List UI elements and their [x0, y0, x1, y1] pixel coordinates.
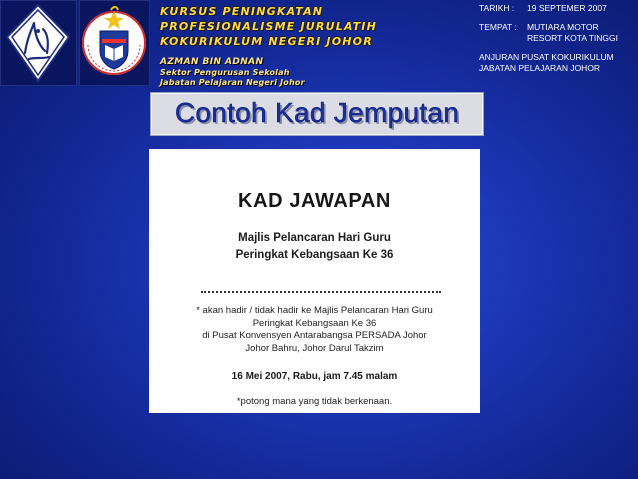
course-title-line-1: KURSUS PENINGKATAN	[160, 5, 324, 18]
ministry-crest-logo	[0, 0, 77, 86]
card-date: 16 Mei 2007, Rabu, jam 7.45 malam	[231, 371, 398, 382]
card-body-line-2: Peringkat Kebangsaan Ke 36	[252, 317, 377, 329]
shield-emblem-icon	[80, 1, 149, 85]
event-info	[479, 3, 637, 74]
author-block	[160, 57, 400, 88]
card-body-line-4: Johor Bahru, Johor Darul Takzim	[245, 342, 384, 354]
card-subtitle-2: Peringkat Kebangsaan Ke 36	[235, 249, 394, 261]
organizer-line-1: ANJURAN PUSAT KOKURIKULUM	[479, 52, 614, 62]
venue-value-2: RESORT KOTA TINGGI	[527, 33, 619, 43]
card-note: *potong mana yang tidak berkenaan.	[236, 396, 393, 407]
author-role: Sektor Pengurusan Sekolah	[160, 68, 290, 77]
date-row	[479, 3, 637, 14]
reply-card-image	[149, 149, 480, 413]
author-name: AZMAN BIN ADNAN	[160, 57, 264, 67]
venue-value-1: MUTIARA MOTOR	[527, 22, 599, 32]
venue-row	[479, 22, 637, 33]
slide-title-box	[150, 92, 484, 136]
crest-emblem-icon	[1, 1, 76, 85]
author-org: Jabatan Pelajaran Negeri Johor	[160, 78, 305, 87]
card-body	[149, 305, 480, 355]
slide-title: Contoh Kad Jemputan	[174, 97, 460, 128]
course-title-line-2: PROFESIONALISME JURULATIH	[160, 20, 378, 33]
course-title-line-3: KOKURIKULUM NEGERI JOHOR	[160, 35, 373, 48]
date-label: TARIKH :	[479, 3, 515, 13]
venue-row-2	[479, 33, 637, 44]
venue-label: TEMPAT :	[479, 22, 517, 32]
card-heading: KAD JAWAPAN	[238, 190, 391, 212]
course-title	[160, 4, 400, 49]
kpm-shield-logo	[79, 0, 150, 86]
card-subtitle-1: Majlis Pelancaran Hari Guru	[238, 232, 391, 244]
date-value: 19 SEPTEMER 2007	[527, 3, 607, 13]
name-blank-line	[201, 291, 441, 293]
card-body-line-3: di Pusat Konvensyen Antarabangsa PERSADA Johor	[202, 330, 427, 341]
organizer-line-2: JABATAN PELAJARAN JOHOR	[479, 63, 601, 73]
card-body-line-1: * akan hadir / tidak hadir ke Majlis Pelancaran Hari Guru	[196, 305, 433, 316]
